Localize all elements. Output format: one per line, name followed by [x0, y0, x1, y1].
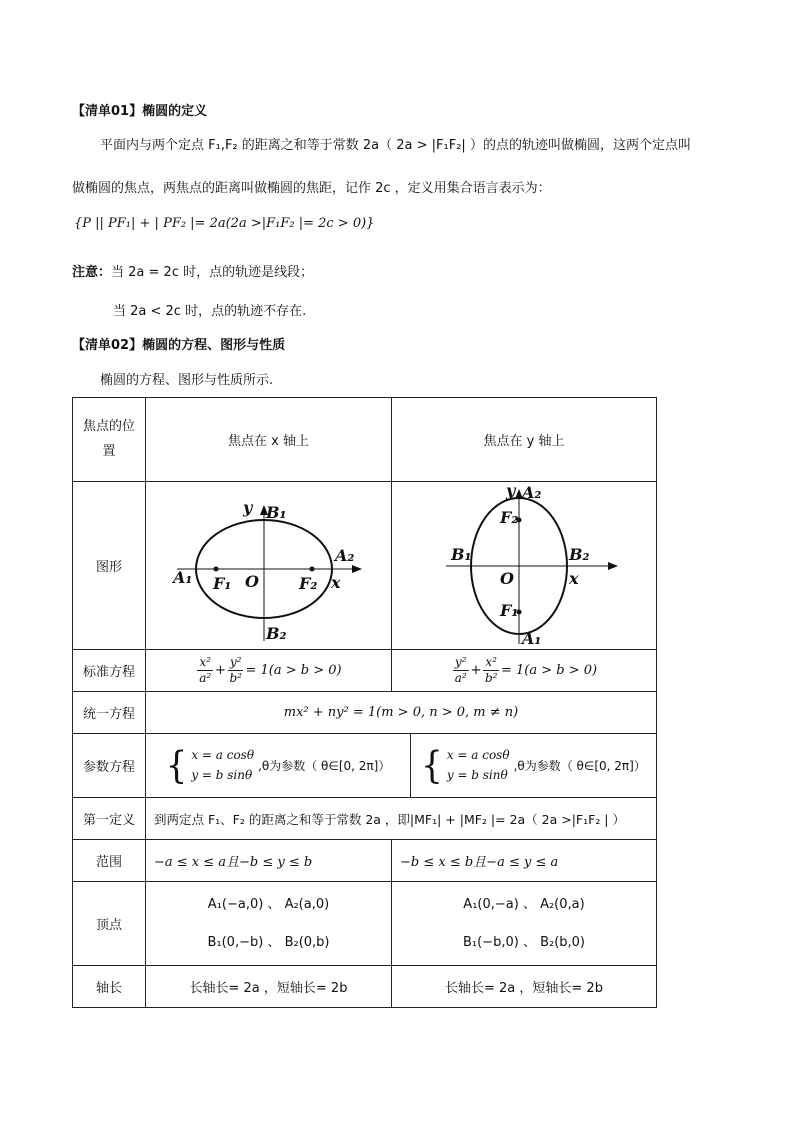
- standard-equation-x: $\frac{\text{x²}}{\text{a²}}$ + $\frac{\text{y²}}{\text{b²}}$ = 1(a > b > 0): [146, 650, 392, 692]
- denominator: b²: [229, 671, 242, 685]
- label-y: y: [506, 485, 516, 500]
- equation-rhs: = 1(a > b > 0): [245, 663, 342, 678]
- label-o: O: [244, 571, 259, 591]
- first-definition-text: 到两定点 F₁、F₂ 的距离之和等于常数 2a ，即|MF₁| + |MF₂ |= 2a（ 2a >|F₁F₂ | ）: [146, 798, 657, 840]
- param-tail: ,θ为参数（ θ∈[0, 2π]）: [513, 759, 646, 773]
- vertices-b: B₁(−b,0) 、 B₂(b,0): [462, 934, 585, 950]
- label-f1: F₁: [212, 573, 231, 593]
- equation-system: [165, 743, 391, 788]
- note1-text: 当 2a = 2c 时，点的轨迹是线段；: [111, 265, 314, 280]
- label-x: x: [330, 572, 341, 592]
- label-f1: F₁: [500, 600, 519, 620]
- parametric-equation-y: [411, 734, 657, 798]
- label-parametric-equation: 参数方程: [73, 734, 146, 798]
- parametric-equation-x: [146, 734, 411, 798]
- row-unified-equation: [73, 692, 657, 734]
- label-a2: A₂: [522, 485, 542, 502]
- label-focus-position: 焦点的位置: [73, 398, 146, 482]
- vertices-a: A₁(−a,0) 、 A₂(a,0): [207, 896, 330, 912]
- label-b2: B₂: [569, 544, 590, 564]
- label-unified-equation: 统一方程: [73, 692, 146, 734]
- row-parametric-equation: [73, 734, 657, 798]
- label-b2: B₂: [265, 623, 287, 641]
- param-tail: ,θ为参数（ θ∈[0, 2π]）: [258, 759, 391, 773]
- row-focus-position: [73, 398, 657, 482]
- label-x: x: [569, 568, 579, 588]
- axis-length-y: 长轴长= 2a ，短轴长= 2b: [392, 966, 657, 1008]
- definition-line2: 做椭圆的焦点，两焦点的距离叫做椭圆的焦距，记作 2c ，定义用集合语言表示为：: [72, 181, 551, 196]
- figure-horizontal-ellipse: [146, 482, 392, 650]
- range-y: −b ≤ x ≤ b且−a ≤ y ≤ a: [392, 840, 657, 882]
- fraction-1: [197, 655, 213, 686]
- label-f2: F₂: [298, 573, 317, 593]
- equation-system: [421, 743, 646, 788]
- focus-y-axis: 焦点在 y 轴上: [392, 398, 657, 482]
- system-lines: [191, 746, 254, 786]
- label-b1: B₁: [451, 544, 472, 564]
- equation-rhs: = 1(a > b > 0): [500, 663, 598, 678]
- denominator: a²: [454, 671, 467, 685]
- figure-vertical-ellipse: [392, 482, 657, 650]
- numerator: x²: [199, 655, 211, 669]
- standard-equation-y: $\frac{\text{y²}}{\text{a²}}$ + $\frac{\text{x²}}{\text{b²}}$ = 1(a > b > 0): [392, 650, 657, 692]
- section2-title: 【清单02】椭圆的方程、图形与性质: [72, 338, 286, 353]
- focus-f2-dot: [309, 566, 314, 571]
- label-f2: F₂: [500, 507, 519, 527]
- row-axis-length: [73, 966, 657, 1008]
- label-axis-length: 轴长: [73, 966, 146, 1008]
- label-figure: 图形: [73, 482, 146, 650]
- row-figure: [73, 482, 657, 650]
- row-first-definition: [73, 798, 657, 840]
- vertices-b: B₁(0,−b) 、 B₂(0,b): [207, 934, 330, 950]
- label-first-definition: 第一定义: [73, 798, 146, 840]
- vertices-a: A₁(0,−a) 、 A₂(0,a): [463, 896, 585, 912]
- vertices-x: [146, 882, 392, 966]
- fraction-2: [228, 655, 244, 686]
- row-standard-equation: [73, 650, 657, 692]
- line1: x = a cosθ: [446, 747, 510, 762]
- denominator: b²: [484, 671, 498, 685]
- section1-title: 【清单01】椭圆的定义: [72, 104, 208, 119]
- range-x: −a ≤ x ≤ a且−b ≤ y ≤ b: [146, 840, 392, 882]
- label-vertices: 顶点: [73, 882, 146, 966]
- fraction-2: [483, 655, 499, 686]
- axis-length-x: 长轴长= 2a ，短轴长= 2b: [146, 966, 392, 1008]
- line2: y = b sinθ: [446, 767, 508, 782]
- vertical-ellipse-diagram: [424, 486, 624, 646]
- label-b1: B₁: [265, 502, 287, 522]
- note-line2: 当 2a < 2c 时，点的轨迹不存在.: [113, 304, 307, 319]
- note-line1: [72, 261, 313, 280]
- numerator: x²: [485, 655, 497, 669]
- focus-f1-dot: [213, 566, 218, 571]
- label-a2: A₂: [334, 545, 354, 565]
- row-range: [73, 840, 657, 882]
- unified-equation: mx² + ny² = 1(m > 0, n > 0, m ≠ n): [146, 692, 657, 734]
- numerator: y²: [229, 655, 242, 669]
- denominator: a²: [199, 671, 212, 685]
- ellipse-properties-table: [72, 397, 657, 1008]
- label-a1: A₁: [522, 628, 542, 646]
- label-standard-equation: 标准方程: [73, 650, 146, 692]
- label-o: O: [500, 568, 514, 588]
- set-notation: {P || PF₁| + | PF₂ |= 2a(2a >|F₁F₂ |= 2c > 0)}: [74, 216, 375, 231]
- numerator: y²: [454, 655, 467, 669]
- fraction-1: [453, 655, 469, 686]
- line2: y = b sinθ: [191, 767, 253, 782]
- label-a1: A₁: [172, 567, 192, 587]
- brace: {: [165, 743, 188, 788]
- line1: x = a cosθ: [191, 747, 255, 762]
- label-y: y: [242, 497, 252, 517]
- row-vertices: [73, 882, 657, 966]
- system-lines: [447, 746, 510, 786]
- section2-intro: 椭圆的方程、图形与性质所示.: [100, 373, 274, 388]
- label-range: 范围: [73, 840, 146, 882]
- definition-line1: 平面内与两个定点 F₁,F₂ 的距离之和等于常数 2a（ 2a > |F₁F₂| ）的点的轨迹叫做椭圆，这两个定点叫: [100, 138, 691, 153]
- brace: {: [421, 743, 443, 788]
- note-label: 注意：: [72, 265, 112, 280]
- focus-x-axis: 焦点在 x 轴上: [146, 398, 392, 482]
- vertices-y: [392, 882, 657, 966]
- horizontal-ellipse-diagram: [169, 491, 369, 641]
